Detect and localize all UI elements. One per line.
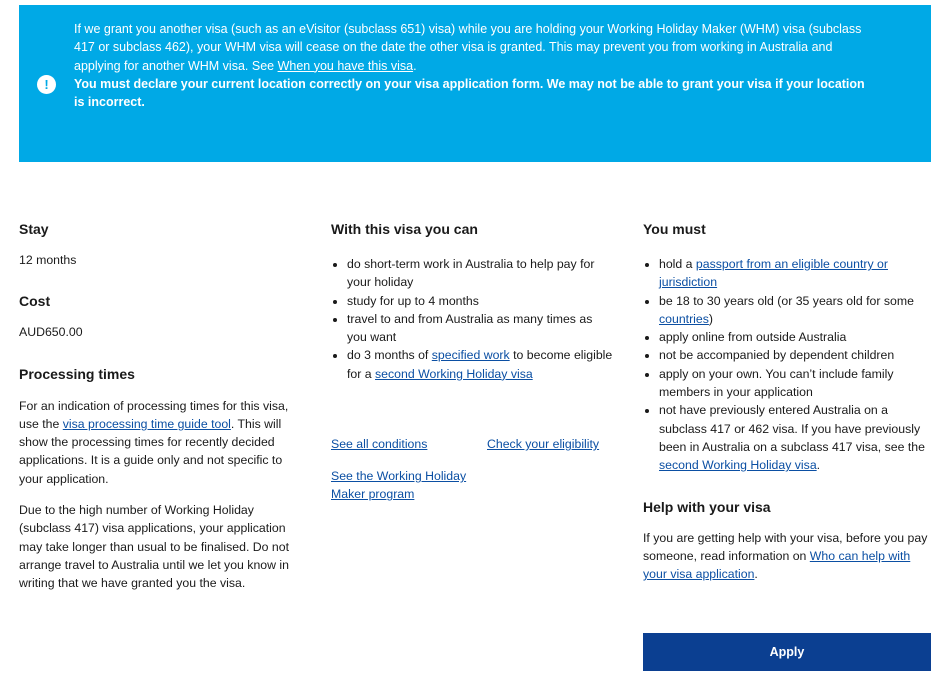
list-item <box>659 401 933 474</box>
alert-text-end: . <box>413 58 417 73</box>
check-eligibility-link[interactable]: Check your eligibility <box>487 437 600 452</box>
cost-value: AUD650.00 <box>19 325 83 340</box>
second-whv-link[interactable]: second Working Holiday visa <box>375 366 533 381</box>
help-heading: Help with your visa <box>643 498 771 515</box>
requirements-column <box>643 219 933 583</box>
specified-work-link[interactable]: specified work <box>431 348 510 363</box>
list-item: • travel to and from Australia as many times as you want <box>347 310 613 347</box>
can-heading: With this visa you can <box>331 221 478 237</box>
cost-heading: Cost <box>19 293 51 310</box>
who-can-help-link[interactable]: Who can help with your visa application <box>643 548 911 582</box>
alert-text <box>74 20 874 75</box>
warning-alert <box>19 5 931 162</box>
processing-delay-text: Due to the high number of Working Holiday (subclass 417) visa applications, your application may take longer than usual to be finalised. Do not arrange travel to Australia until we let you know in writing that we have granted you the visa. <box>19 503 290 591</box>
see-all-conditions-link[interactable]: See all conditions <box>331 437 428 452</box>
alert-text-start: If we grant you another visa (such as an eVisitor (subclass 651) visa) while you are holding your Working Holiday Maker (WHM) visa (subclass 417 or subclass 462), your WHM visa will cease on the date the other visa is granted. This may prevent you from working in Australia and applying for another WHM visa. See <box>74 22 862 73</box>
visa-benefits-column <box>331 219 613 504</box>
list-item: • apply online from outside Australia <box>659 328 933 346</box>
help-text <box>643 529 933 584</box>
processing-time-tool-link[interactable]: visa processing time guide tool <box>62 416 231 431</box>
stay-value: 12 months <box>19 253 77 267</box>
list-item <box>659 292 933 329</box>
list-text: do 3 months of <box>347 348 432 363</box>
second-whv-link-2[interactable]: second Working Holiday visa <box>659 458 817 473</box>
help-text-start: If you are getting help with your visa, before you pay someone, read information on <box>643 530 928 563</box>
list-item: • do short-term work in Australia to help pay for your holiday <box>347 255 613 292</box>
countries-link[interactable]: countries <box>659 311 709 326</box>
list-item <box>659 255 933 292</box>
alert-body <box>74 20 874 111</box>
list-item: • study for up to 4 months <box>347 292 613 310</box>
alert-bold-text: You must declare your current location correctly on your visa application form. We may not be able to grant your visa if your location is incorrect. <box>74 76 865 110</box>
list-item: • apply on your own. You can’t include family members in your application <box>659 365 933 402</box>
apply-button[interactable]: Apply <box>643 633 931 671</box>
must-heading: You must <box>643 221 706 237</box>
visa-summary-column <box>19 219 301 593</box>
when-you-have-this-visa-link[interactable]: When you have this visa <box>277 58 414 73</box>
benefits-list <box>331 255 613 383</box>
list-text: . <box>816 458 821 473</box>
processing-text <box>19 397 301 488</box>
processing-text-start: For an indication of processing times for this visa, use the <box>19 398 289 431</box>
list-item <box>347 346 613 383</box>
whm-program-link[interactable]: See the Working Holiday Maker program <box>331 469 467 502</box>
list-text: to become eligible for a <box>347 348 613 381</box>
processing-text-end: . This will show the processing times for recently decided applications. It is a guide only and not specific to your application. <box>19 416 283 486</box>
list-text: be 18 to 30 years old (or 35 years old for some <box>659 293 914 308</box>
list-text: not have previously entered Australia on a subclass 417 or 462 visa. If you have previously been in Australia on a subclass 417 visa, see the <box>659 403 925 454</box>
conditions-links-row <box>331 435 613 455</box>
processing-heading: Processing times <box>19 365 135 382</box>
list-text: hold a <box>659 257 696 271</box>
eligible-passport-link[interactable]: passport from an eligible country or jurisdiction <box>659 257 888 290</box>
list-item: • not be accompanied by dependent children <box>659 346 933 364</box>
exclamation-circle-icon: ! <box>37 75 56 94</box>
help-text-end: . <box>754 567 758 582</box>
requirements-list <box>643 255 933 475</box>
stay-heading: Stay <box>19 221 49 237</box>
list-text: ) <box>708 311 714 326</box>
